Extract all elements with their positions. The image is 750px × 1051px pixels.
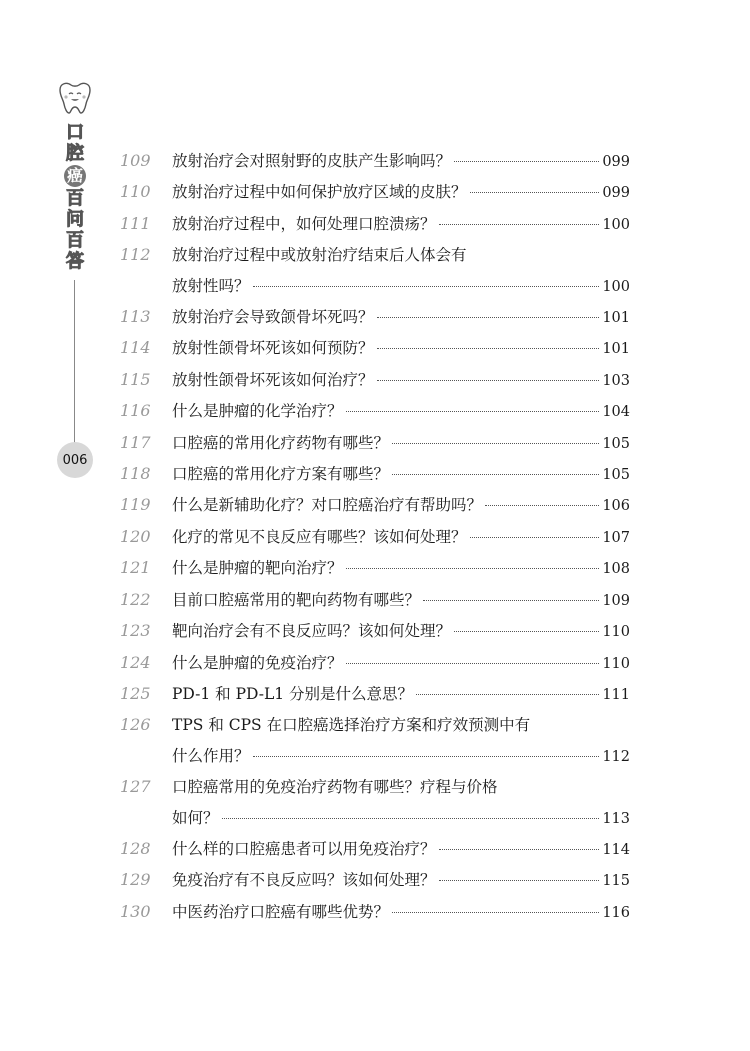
toc-entry-number: 114 xyxy=(120,338,151,358)
toc-entry-number: 120 xyxy=(120,526,151,546)
toc-entry-page: 110 xyxy=(602,624,630,641)
toc-entry-title: 目前口腔癌常用的靶向药物有哪些？ xyxy=(172,590,421,609)
toc-entry-page: 115 xyxy=(602,873,630,890)
toc-entry-title: 放射治疗会导致颌骨坏死吗？ xyxy=(172,308,374,327)
toc-entry-page: 112 xyxy=(602,748,630,765)
toc-entry[interactable] xyxy=(120,302,630,333)
toc-entry-page: 100 xyxy=(602,278,630,295)
dot-leader xyxy=(377,380,600,381)
dot-leader xyxy=(485,505,599,506)
toc-entry-title: 什么样的口腔癌患者可以用免疫治疗？ xyxy=(172,839,436,858)
dot-leader xyxy=(346,568,600,569)
toc-entry-number: 117 xyxy=(120,432,151,452)
toc-entry[interactable] xyxy=(120,616,630,647)
dot-leader xyxy=(392,474,599,475)
toc-entry-number: 125 xyxy=(120,683,151,703)
dot-leader xyxy=(346,411,600,412)
toc-entry-number: 119 xyxy=(120,495,151,515)
toc-entry-number: 123 xyxy=(120,621,151,641)
toc-entry[interactable] xyxy=(120,428,630,459)
toc-entry[interactable] xyxy=(120,834,630,865)
toc-entry-page: 099 xyxy=(602,154,630,170)
toc-entry[interactable] xyxy=(120,865,630,896)
toc-entry-page: 101 xyxy=(602,341,630,358)
toc-entry-number: 118 xyxy=(120,464,151,484)
toc-entry[interactable] xyxy=(120,772,630,834)
tooth-mascot-icon xyxy=(54,80,96,116)
toc-entry[interactable] xyxy=(120,490,630,521)
toc-entry-number: 128 xyxy=(120,838,151,858)
toc-entry[interactable] xyxy=(120,396,630,427)
toc-entry-page: 108 xyxy=(602,561,630,578)
toc-entry-number: 126 xyxy=(120,715,151,735)
dot-leader xyxy=(222,818,600,819)
toc-entry[interactable] xyxy=(120,710,630,772)
toc-entry-page: 116 xyxy=(602,904,630,921)
toc-entry[interactable] xyxy=(120,459,630,490)
toc-entry[interactable] xyxy=(120,240,630,302)
series-title-char: 百 xyxy=(66,230,84,251)
toc-entry-title: 口腔癌的常用化疗药物有哪些？ xyxy=(172,433,390,452)
toc-entry-title: TPS 和 CPS 在口腔癌选择治疗方案和疗效预测中有 xyxy=(172,716,531,735)
toc-entry-page: 109 xyxy=(602,592,630,609)
side-divider xyxy=(74,280,75,448)
toc-entry[interactable] xyxy=(120,897,630,928)
dot-leader xyxy=(439,224,600,225)
toc-entry-title: 口腔癌的常用化疗方案有哪些？ xyxy=(172,465,390,484)
toc-entry-title: 什么作用？ xyxy=(172,746,250,765)
dot-leader xyxy=(253,756,600,757)
dot-leader xyxy=(392,443,599,444)
dot-leader xyxy=(470,192,600,193)
dot-leader xyxy=(377,348,600,349)
dot-leader xyxy=(439,880,600,881)
toc-entry[interactable] xyxy=(120,648,630,679)
toc-entry-title: 什么是肿瘤的免疫治疗？ xyxy=(172,653,343,672)
toc-entry-title: PD-1 和 PD-L1 分别是什么意思？ xyxy=(172,684,414,703)
toc-entry[interactable] xyxy=(120,177,630,208)
dot-leader xyxy=(377,317,600,318)
toc-entry-number: 121 xyxy=(120,558,151,578)
toc-entry-number: 109 xyxy=(120,151,151,170)
toc-entry-number: 110 xyxy=(120,182,151,202)
toc-entry-title: 中医药治疗口腔癌有哪些优势？ xyxy=(172,902,390,921)
toc-entry[interactable] xyxy=(120,522,630,553)
page-number-badge: 006 xyxy=(57,442,93,478)
toc-entry-number: 124 xyxy=(120,652,151,672)
toc-entry-page: 101 xyxy=(602,310,630,327)
toc-entry-title: 什么是肿瘤的化学治疗？ xyxy=(172,402,343,421)
toc-entry[interactable] xyxy=(120,333,630,364)
toc-entry-page: 105 xyxy=(602,435,630,452)
toc-entry-title: 如何？ xyxy=(172,808,219,827)
series-title xyxy=(48,122,102,272)
toc-entry-page: 110 xyxy=(602,655,630,672)
dot-leader xyxy=(416,694,599,695)
toc-entry-title: 口腔癌常用的免疫治疗药物有哪些？疗程与价格 xyxy=(172,778,498,797)
dot-leader xyxy=(346,663,600,664)
dot-leader xyxy=(470,537,600,538)
toc-entry-page: 106 xyxy=(602,498,630,515)
series-title-char: 腔 xyxy=(66,143,84,164)
series-title-char: 百 xyxy=(66,188,84,209)
toc-entry-title: 放射性吗？ xyxy=(172,276,250,295)
toc-entry-title: 化疗的常见不良反应有哪些？该如何处理？ xyxy=(172,527,467,546)
toc-entry-number: 130 xyxy=(120,901,151,921)
dot-leader xyxy=(253,286,600,287)
series-title-char: 答 xyxy=(66,251,84,272)
toc-entry-page: 104 xyxy=(602,404,630,421)
toc-entry-title: 什么是肿瘤的靶向治疗？ xyxy=(172,559,343,578)
toc-entry[interactable] xyxy=(120,146,630,177)
toc-entry-page: 105 xyxy=(602,467,630,484)
toc-entry-number: 116 xyxy=(120,401,151,421)
toc-entry-number: 115 xyxy=(120,369,151,389)
series-title-char: 口 xyxy=(66,122,84,143)
toc-entry-page: 100 xyxy=(602,216,630,233)
toc-entry-number: 112 xyxy=(120,245,151,265)
toc-entry-page: 113 xyxy=(602,810,630,827)
toc-entry-number: 127 xyxy=(120,777,151,797)
toc-entry[interactable] xyxy=(120,553,630,584)
toc-entry-title: 什么是新辅助化疗？对口腔癌治疗有帮助吗？ xyxy=(172,496,483,515)
toc-entry-number: 129 xyxy=(120,870,151,890)
toc-entry-title: 放射性颌骨坏死该如何治疗？ xyxy=(172,370,374,389)
toc-entry-page: 103 xyxy=(602,372,630,389)
toc-entry[interactable] xyxy=(120,679,630,710)
side-header xyxy=(48,80,102,500)
toc-entry-page: 114 xyxy=(602,841,630,858)
toc-entry-page: 107 xyxy=(602,529,630,546)
dot-leader xyxy=(392,912,599,913)
toc-entry-number: 122 xyxy=(120,589,151,609)
series-title-char: 问 xyxy=(66,209,84,230)
dot-leader xyxy=(454,161,599,162)
toc-entry-title: 放射治疗过程中如何保护放疗区域的皮肤？ xyxy=(172,183,467,202)
table-of-contents xyxy=(120,146,630,928)
toc-entry-page: 111 xyxy=(602,686,630,703)
dot-leader xyxy=(439,849,600,850)
toc-entry[interactable] xyxy=(120,365,630,396)
toc-entry-number: 111 xyxy=(120,213,151,233)
toc-entry[interactable] xyxy=(120,585,630,616)
dot-leader xyxy=(423,600,599,601)
series-title-char-highlight: 癌 xyxy=(64,165,86,187)
toc-entry[interactable] xyxy=(120,209,630,240)
toc-entry-page: 099 xyxy=(602,185,630,202)
toc-entry-title: 放射治疗过程中或放射治疗结束后人体会有 xyxy=(172,246,467,265)
dot-leader xyxy=(454,631,599,632)
toc-entry-title: 免疫治疗有不良反应吗？该如何处理？ xyxy=(172,871,436,890)
toc-entry-title: 靶向治疗会有不良反应吗？该如何处理？ xyxy=(172,622,452,641)
toc-entry-title: 放射治疗会对照射野的皮肤产生影响吗？ xyxy=(172,152,452,170)
toc-entry-number: 113 xyxy=(120,307,151,327)
toc-entry-title: 放射性颌骨坏死该如何预防？ xyxy=(172,339,374,358)
toc-entry-title: 放射治疗过程中，如何处理口腔溃疡？ xyxy=(172,214,436,233)
